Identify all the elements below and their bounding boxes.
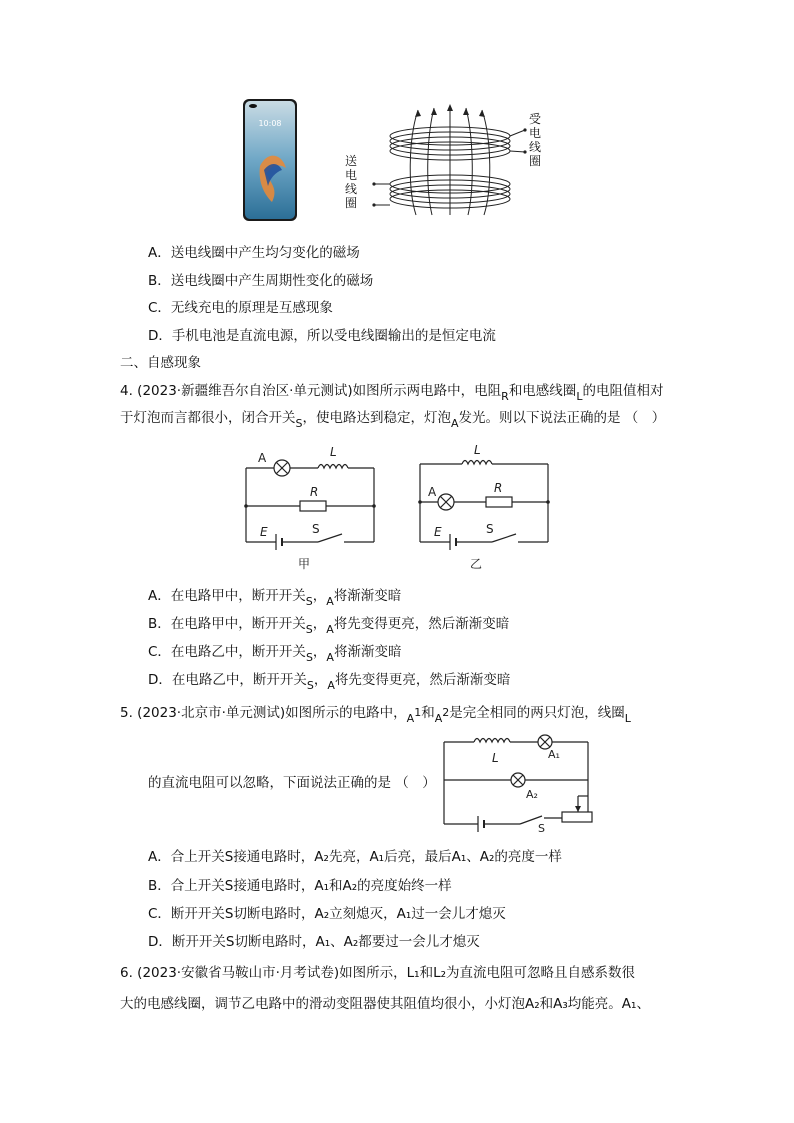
svg-text:A₁: A₁ <box>548 748 560 761</box>
q3-option-c: C．无线充电的原理是互感现象 <box>148 300 333 316</box>
svg-text:A₂: A₂ <box>526 788 538 801</box>
phone-time: 10:08 <box>258 119 282 128</box>
q5-stem-line1: 5. (2023·北京市·单元测试)如图所示的电路中，$_A$1和$_A$2是完全相同的两只灯泡，线圈$_L$ <box>120 705 631 725</box>
svg-text:S: S <box>486 522 494 536</box>
svg-text:L: L <box>474 443 481 457</box>
q3-option-a: A．送电线圈中产生均匀变化的磁场 <box>148 245 360 261</box>
caption-jia: 甲 <box>298 557 311 571</box>
q5-option-a: A．合上开关S接通电路时，A₂先亮，A₁后亮，最后A₁、A₂的亮度一样 <box>148 849 562 865</box>
q4-option-a: A．在电路甲中，断开开关$_S$，$_A$将渐渐变暗 <box>148 588 402 608</box>
q5-option-d: D．断开开关S切断电路时，A₁、A₂都要过一会儿才熄灭 <box>148 934 480 950</box>
q4-stem-line2: 于灯泡而言都很小，闭合开关$_S$，使电路达到稳定，灯泡$_A$发光。则以下说法正确的是 （ ） <box>120 410 666 430</box>
caption-yi: 乙 <box>470 557 483 571</box>
svg-text:R: R <box>494 481 503 495</box>
circuit-yi <box>412 438 558 573</box>
q4-option-c: C．在电路乙中，断开开关$_S$，$_A$将渐渐变暗 <box>148 644 402 664</box>
svg-text:L: L <box>330 445 337 459</box>
svg-text:A: A <box>428 485 437 499</box>
q5-option-c: C．断开开关S切断电路时，A₂立刻熄灭，A₁过一会儿才熄灭 <box>148 906 506 922</box>
svg-text:S: S <box>538 822 545 835</box>
svg-text:E: E <box>260 525 268 539</box>
q6-stem-line2: 大的电感线圈，调节乙电路中的滑动变阻器使其阻值均很小，小灯泡A₂和A₃均能亮。A₁、 <box>120 996 650 1012</box>
q4-option-d: D．在电路乙中，断开开关$_S$，$_A$将先变得更亮，然后渐渐变暗 <box>148 672 511 692</box>
circuit-q5 <box>438 728 604 836</box>
coil-figure <box>360 100 550 225</box>
svg-text:E: E <box>434 525 442 539</box>
circuit-jia <box>238 438 384 573</box>
q3-option-d: D．手机电池是直流电源，所以受电线圈输出的是恒定电流 <box>148 328 496 344</box>
receiver-coil-label: 受 电 线 圈 <box>528 112 541 168</box>
q4-stem-line1: 4. (2023·新疆维吾尔自治区·单元测试)如图所示两电路中，电阻$_R$和电感线圈$_L$的电阻值相对 <box>120 383 664 403</box>
phone-image <box>242 98 298 222</box>
q3-option-b: B．送电线圈中产生周期性变化的磁场 <box>148 273 374 289</box>
sender-coil-label: 送 电 线 圈 <box>344 154 357 210</box>
svg-text:A: A <box>258 451 267 465</box>
q6-stem-line1: 6. (2023·安徽省马鞍山市·月考试卷)如图所示，L₁和L₂为直流电阻可忽略且自感系数很 <box>120 965 636 981</box>
svg-text:L: L <box>492 751 499 765</box>
svg-text:S: S <box>312 522 320 536</box>
svg-text:R: R <box>310 485 319 499</box>
section-title: 二、自感现象 <box>120 355 201 371</box>
q5-stem-line2: 的直流电阻可以忽略，下面说法正确的是 （ ） <box>148 775 436 791</box>
q5-option-b: B．合上开关S接通电路时，A₁和A₂的亮度始终一样 <box>148 878 452 894</box>
q4-option-b: B．在电路甲中，断开开关$_S$，$_A$将先变得更亮，然后渐渐变暗 <box>148 616 510 636</box>
